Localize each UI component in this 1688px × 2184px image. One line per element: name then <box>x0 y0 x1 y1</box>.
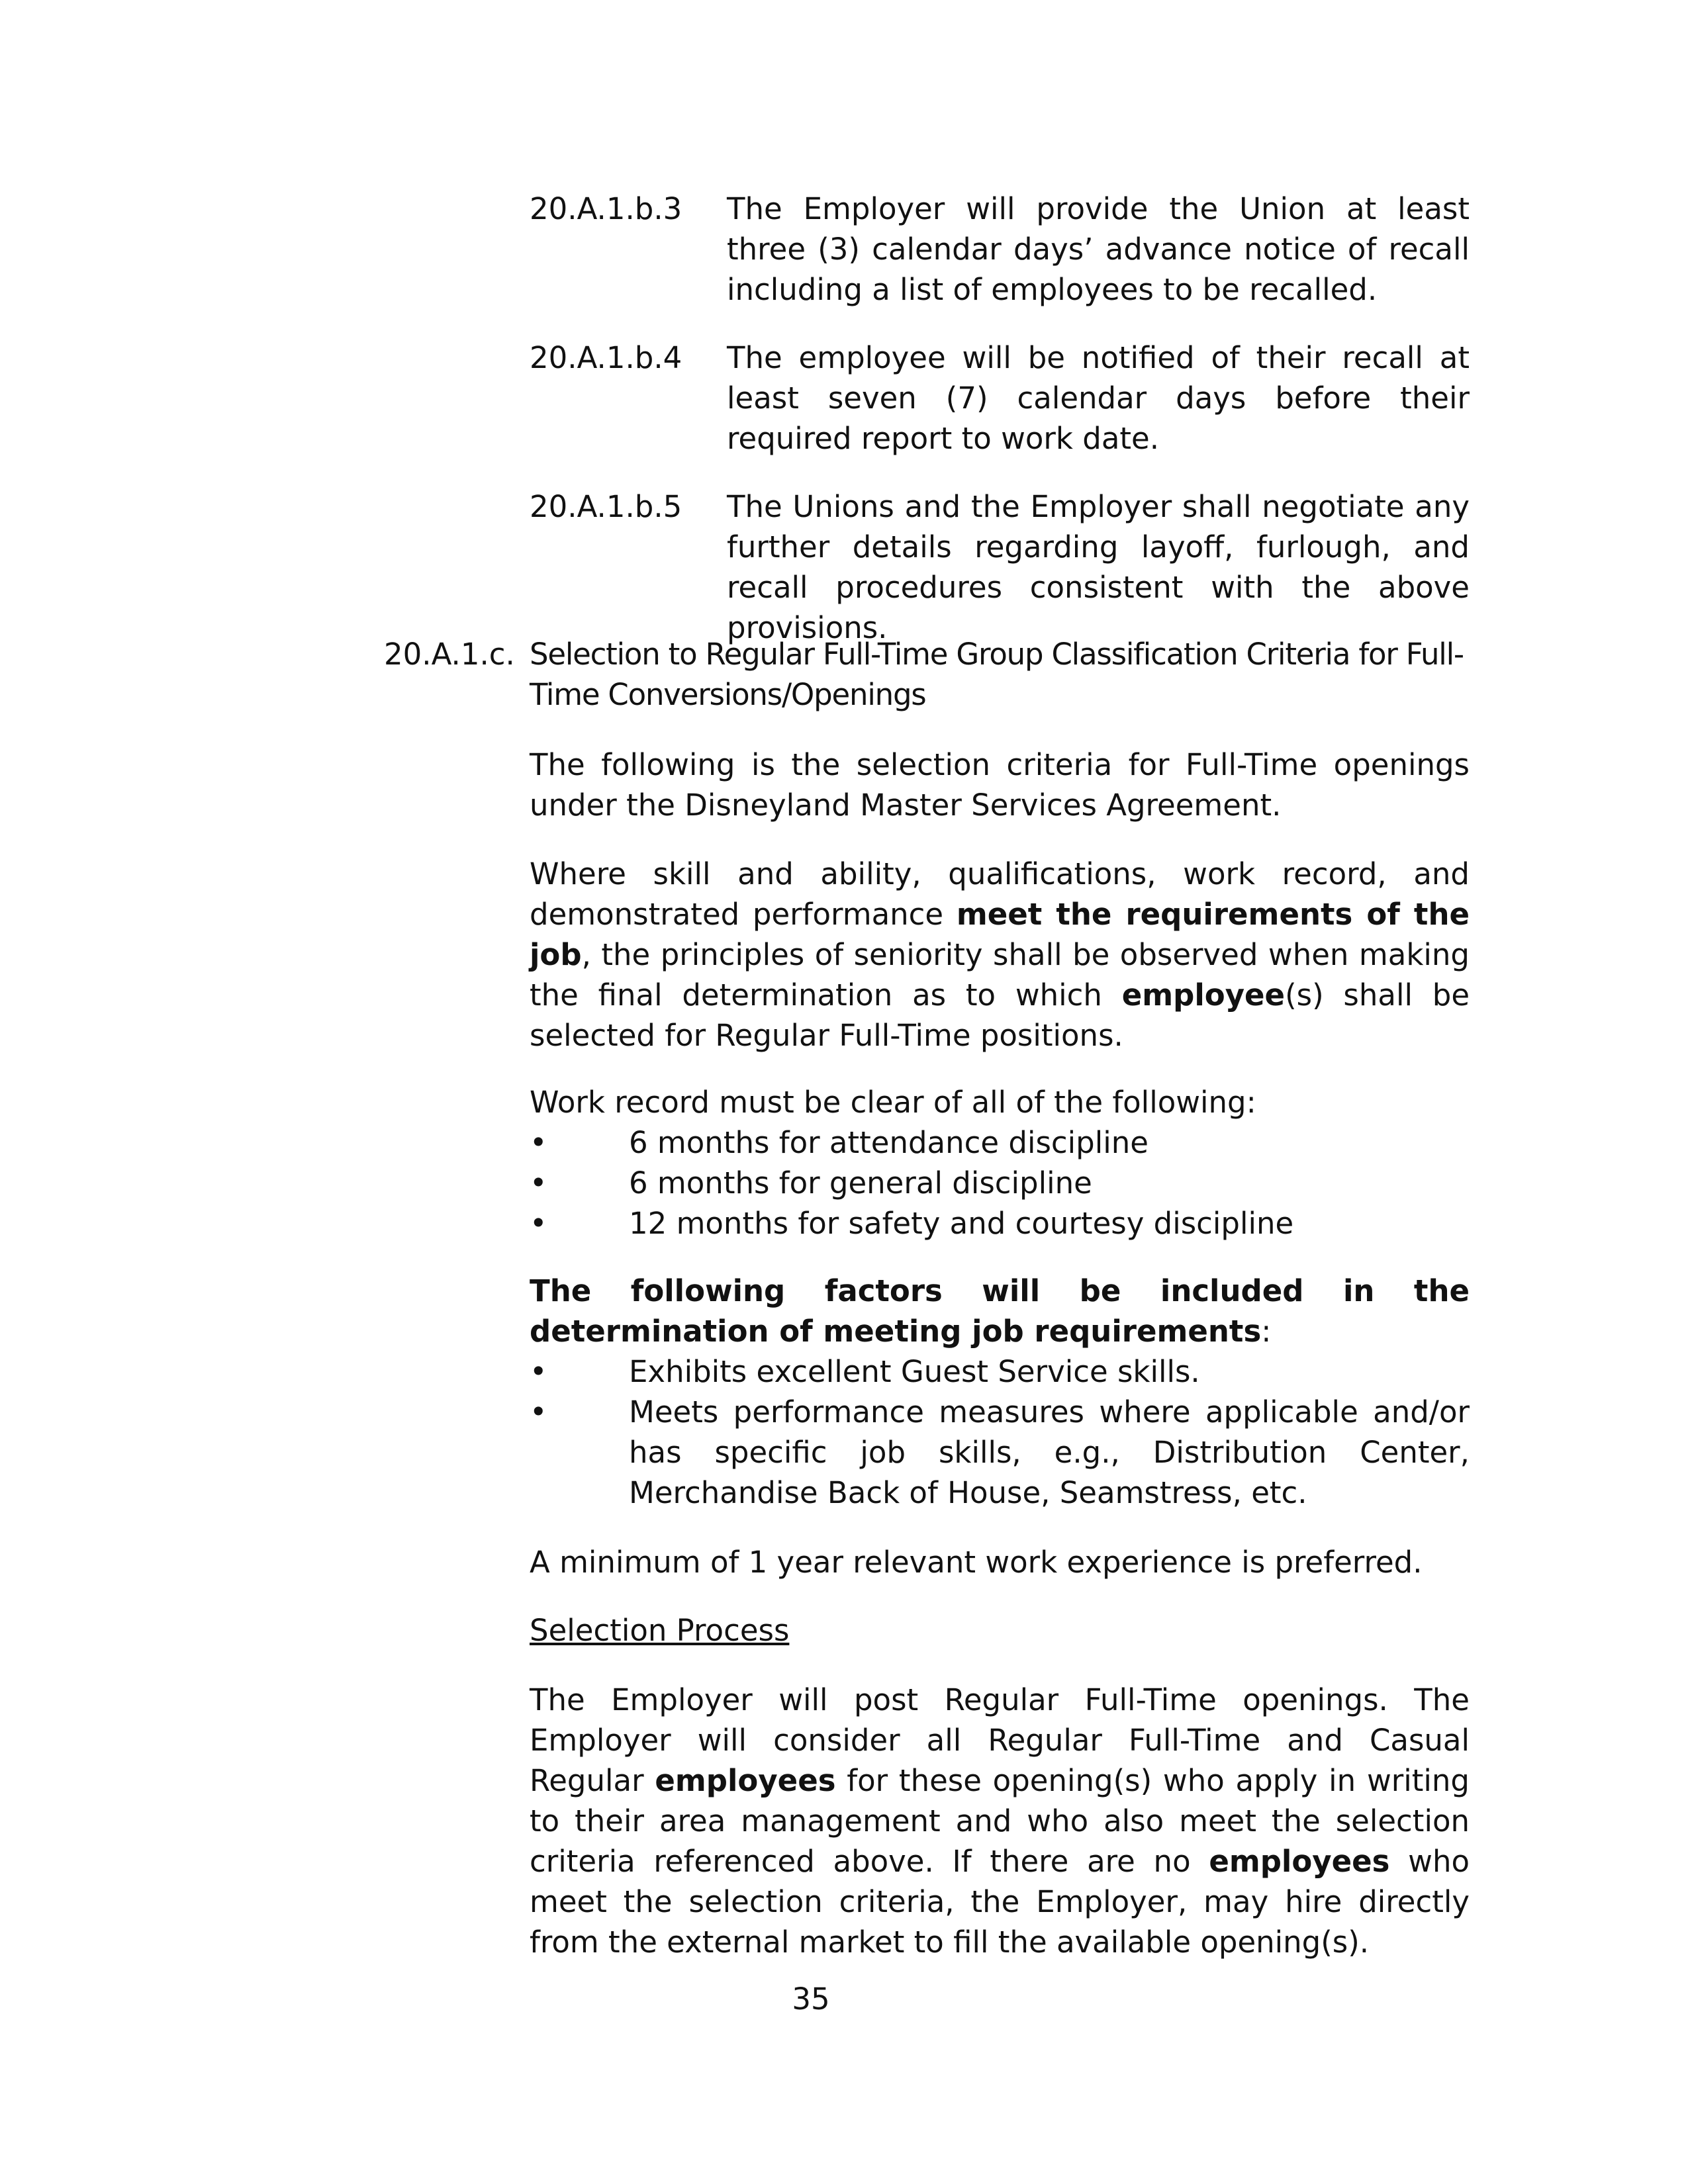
section-title: Selection to Regular Full-Time Group Classification Criteria for Full-Time Conversions/Openings <box>530 637 1464 712</box>
text-run: : <box>1261 1314 1272 1349</box>
section-number: 20.A.1.c. <box>384 637 515 672</box>
subsection-number: 20.A.1.b.3 <box>530 191 682 226</box>
list-item-text: Meets performance measures where applicable and/or has specific job skills, e.g., Distribution Center, Merchandise Back of House, Seamstress, etc. <box>629 1394 1470 1510</box>
bold-run: The following factors will be included in the determination of meeting job requirements <box>530 1273 1470 1349</box>
factors-heading <box>530 1271 1470 1351</box>
text-run: Where skill and ability, qualifications, work record, and demonstrated performance <box>530 856 1470 932</box>
text-run: who meet the selection criteria, the Employer, may hire directly from the external market to fill the available opening(s). <box>530 1844 1470 1960</box>
subsection-text: The Unions and the Employer shall negotiate any further details regarding layoff, furlough, and recall procedures consistent with the above provisions. <box>727 489 1470 645</box>
bold-run: meet the requirements of the job <box>530 897 1470 972</box>
list-item-text: 6 months for attendance discipline <box>629 1125 1149 1160</box>
bold-run: employees <box>655 1763 836 1798</box>
list-item-text: 12 months for safety and courtesy discipline <box>629 1206 1294 1241</box>
text-run: for these opening(s) who apply in writing to their area management and who also meet the selection criteria referenced above. If there are no <box>530 1763 1470 1879</box>
bullet-icon: • <box>530 1394 547 1430</box>
bullet-icon: • <box>530 1125 547 1160</box>
text-run: , the principles of seniority shall be observed when making the final determination as to which <box>530 937 1470 1013</box>
list-item <box>530 1351 1470 1392</box>
list-item <box>530 1122 1470 1163</box>
text-run: The Employer will post Regular Full-Time openings. The Employer will consider all Regular Full-Time and Casual Regular <box>530 1682 1470 1798</box>
list-item <box>530 1392 1470 1513</box>
work-record-lead: Work record must be clear of all of the following: <box>530 1085 1256 1120</box>
text-run: (s) shall be selected for Regular Full-Time positions. <box>530 978 1470 1053</box>
list-item-text: Exhibits excellent Guest Service skills. <box>629 1354 1200 1389</box>
bold-run: employees <box>1209 1844 1390 1879</box>
principles-paragraph <box>530 854 1470 1056</box>
list-item-text: 6 months for general discipline <box>629 1165 1092 1201</box>
list-item <box>530 1163 1470 1203</box>
bold-run: employee <box>1121 978 1286 1013</box>
subsection-text: The Employer will provide the Union at least three (3) calendar days’ advance notice of recall including a list of employees to be recalled. <box>727 191 1470 307</box>
bullet-icon: • <box>530 1354 547 1389</box>
factors-list <box>530 1351 1470 1513</box>
selection-process-paragraph <box>530 1680 1470 1962</box>
bullet-icon: • <box>530 1165 547 1201</box>
selection-process-heading: Selection Process <box>530 1613 790 1648</box>
bullet-icon: • <box>530 1206 547 1241</box>
page-number: 35 <box>792 1981 830 2017</box>
work-record-list <box>530 1122 1470 1244</box>
intro-paragraph: The following is the selection criteria for Full-Time openings under the Disneyland Master Services Agreement. <box>530 747 1470 823</box>
subsection-number: 20.A.1.b.4 <box>530 340 682 375</box>
list-item <box>530 1203 1470 1244</box>
subsection-text: The employee will be notified of their recall at least seven (7) calendar days before their required report to work date. <box>727 340 1470 456</box>
subsection-number: 20.A.1.b.5 <box>530 489 682 524</box>
experience-paragraph: A minimum of 1 year relevant work experience is preferred. <box>530 1545 1423 1580</box>
